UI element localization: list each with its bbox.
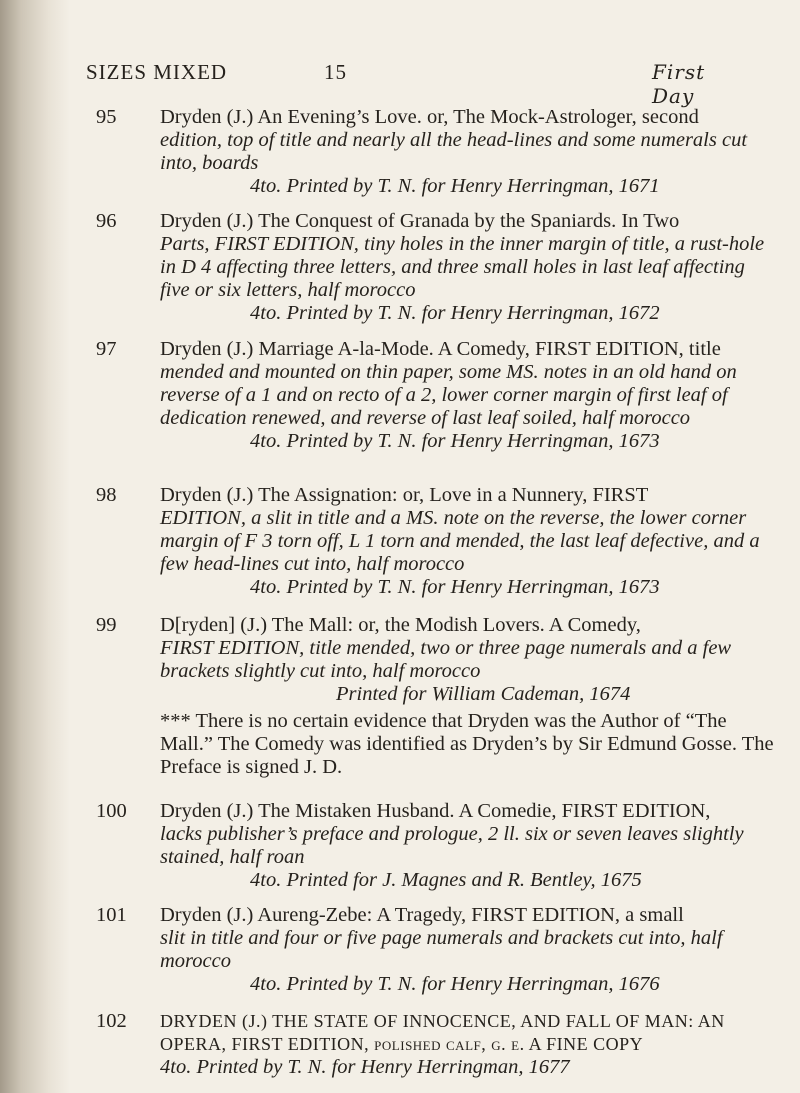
- page-number: 15: [324, 60, 347, 84]
- entry-imprint: 4to. Printed by T. N. for Henry Herringman, 1672: [250, 302, 660, 324]
- entry-description: lacks publisher’s preface and prologue, 2 ll. six or seven leaves slightly stained, half roan: [160, 823, 744, 868]
- entry-description: edition, top of title and nearly all the head-lines and some numerals cut into, boards: [160, 129, 748, 174]
- entry-title: Dryden (J.) Aureng-Zebe: A Tragedy, FIRST EDITION, a small: [160, 904, 684, 926]
- section-heading: SIZES MIXED: [86, 60, 228, 84]
- entry-description: mended and mounted on thin paper, some MS. notes in an old hand on reverse of a 1 and on recto of a 2, lower corner margin of first leaf of dedication renewed, and reverse of last leaf soiled, half morocco: [160, 361, 737, 429]
- entry-title: Dryden (J.) The Mistaken Husband. A Comedie, FIRST EDITION,: [160, 800, 711, 822]
- entry-imprint: 4to. Printed by T. N. for Henry Herringman, 1673: [250, 576, 660, 598]
- lot-number: 98: [96, 484, 117, 506]
- entry-footnote: *** There is no certain evidence that Dryden was the Author of “The Mall.” The Comedy was identified as Dryden’s by Sir Edmund Gosse. The Preface is signed J. D.: [160, 710, 774, 778]
- lot-number: 102: [96, 1010, 127, 1032]
- catalogue-entry: [96, 904, 776, 996]
- handwritten-note: First Day: [652, 60, 706, 108]
- entry-description: slit in title and four or five page numerals and brackets cut into, half morocco: [160, 927, 723, 972]
- lot-number: 97: [96, 338, 117, 360]
- entry-imprint: 4to. Printed by T. N. for Henry Herringman, 1676: [250, 973, 660, 995]
- entry-imprint: Printed for William Cademan, 1674: [336, 683, 631, 705]
- page-header: [86, 60, 746, 108]
- entry-title: Dryden (J.) The Conquest of Granada by the Spaniards. In Two: [160, 210, 680, 232]
- lot-number: 95: [96, 106, 117, 128]
- entry-imprint: 4to. Printed by T. N. for Henry Herringman, 1671: [250, 175, 660, 197]
- catalogue-entry: [96, 106, 776, 198]
- entry-title: DRYDEN (J.) THE STATE OF INNOCENCE, AND FALL OF MAN: AN: [160, 1011, 725, 1031]
- book-gutter-shadow: [0, 0, 70, 1093]
- entry-description: Parts, FIRST EDITION, tiny holes in the inner margin of title, a rust-hole in D 4 affecting three letters, and three small holes in last leaf affecting five or six letters, half morocco: [160, 233, 765, 301]
- catalogue-entry: [96, 338, 776, 453]
- catalogue-entry: [96, 614, 776, 779]
- entry-title: Dryden (J.) The Assignation: or, Love in a Nunnery, FIRST: [160, 484, 649, 506]
- entry-title: D[ryden] (J.) The Mall: or, the Modish Lovers. A Comedy,: [160, 614, 641, 636]
- catalogue-entry: [96, 210, 776, 325]
- lot-number: 99: [96, 614, 117, 636]
- entry-description: OPERA, FIRST EDITION, polished calf, g. e. A FINE COPY: [160, 1034, 644, 1054]
- entry-imprint: 4to. Printed by T. N. for Henry Herringman, 1673: [250, 430, 660, 452]
- catalogue-entry: [96, 1010, 776, 1079]
- entry-imprint: 4to. Printed for J. Magnes and R. Bentley, 1675: [250, 869, 642, 891]
- catalogue-entry: [96, 484, 776, 599]
- catalogue-entry: [96, 800, 776, 892]
- entry-description: EDITION, a slit in title and a MS. note on the reverse, the lower corner margin of F 3 torn off, L 1 torn and mended, the last leaf defective, and a few head-lines cut into, half morocco: [160, 507, 760, 575]
- entry-title: Dryden (J.) An Evening’s Love. or, The Mock-Astrologer, second: [160, 106, 699, 128]
- lot-number: 100: [96, 800, 127, 822]
- entry-title: Dryden (J.) Marriage A-la-Mode. A Comedy, FIRST EDITION, title: [160, 338, 721, 360]
- entry-imprint: 4to. Printed by T. N. for Henry Herringman, 1677: [160, 1056, 570, 1078]
- lot-number: 96: [96, 210, 117, 232]
- entry-description: FIRST EDITION, title mended, two or three page numerals and a few brackets slightly cut into, half morocco: [160, 637, 732, 682]
- lot-number: 101: [96, 904, 127, 926]
